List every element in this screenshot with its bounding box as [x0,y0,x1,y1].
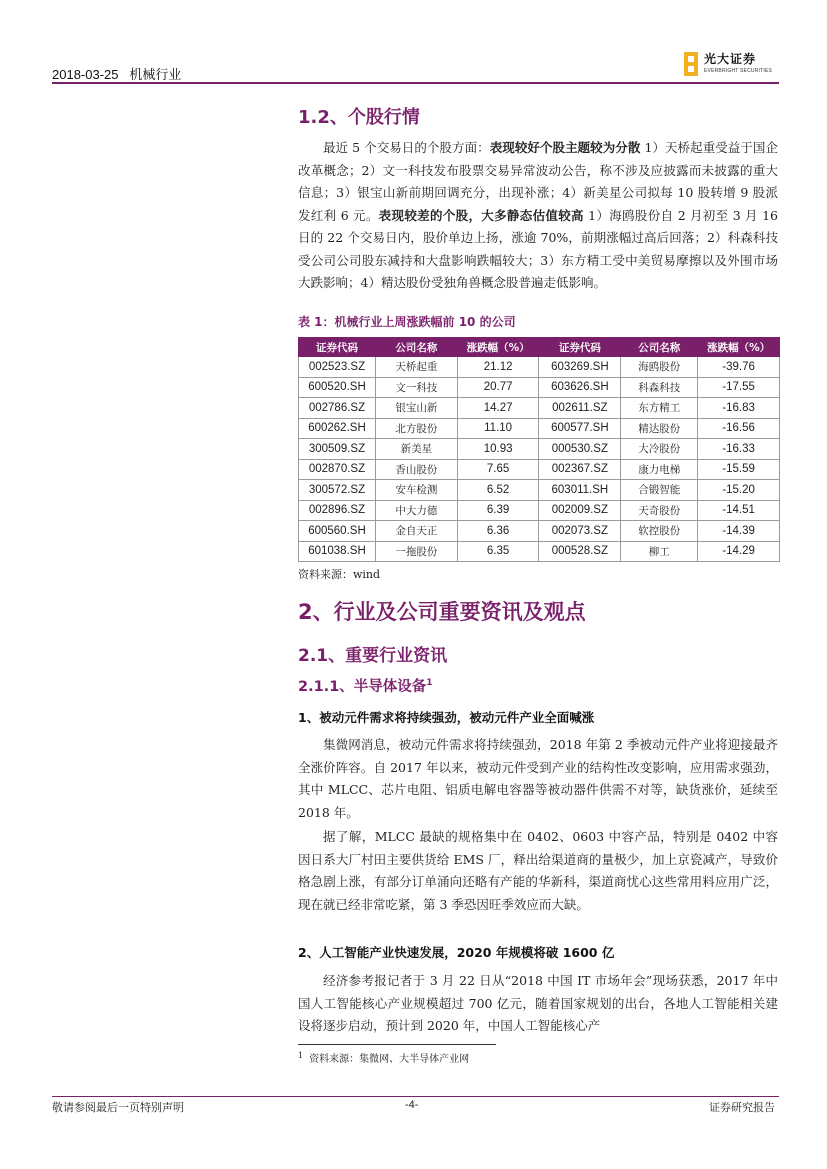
report-date: 2018-03-25 [52,67,119,82]
bold-run: 表现较好个股主题较为分散 [489,140,641,155]
change-pct: 20.77 [457,377,539,398]
section-title-2-1-1 [298,675,433,696]
stock-code: 002367.SZ [539,459,621,480]
table-row [299,377,780,398]
company-name: 柳工 [621,541,698,562]
change-pct: 7.65 [457,459,539,480]
stock-code: 603269.SH [539,357,621,378]
change-pct: -14.29 [698,541,780,562]
change-pct: -39.76 [698,357,780,378]
table-caption: 表 1：机械行业上周涨跌幅前 10 的公司 [298,315,516,329]
change-pct: 14.27 [457,398,539,419]
company-name: 天桥起重 [375,357,457,378]
table-row [299,500,780,521]
section-title-2: 2、行业及公司重要资讯及观点 [298,600,586,624]
stock-code: 600262.SH [299,418,376,439]
everbright-logo-icon [684,52,698,76]
header-cell: 涨跌幅（%） [457,338,539,357]
table-row [299,459,780,480]
change-pct: 21.12 [457,357,539,378]
change-pct: 11.10 [457,418,539,439]
section-title-1-2: 1.2、个股行情 [298,107,420,128]
change-pct: -16.83 [698,398,780,419]
stock-code: 000528.SZ [539,541,621,562]
header-cell: 涨跌幅（%） [698,338,780,357]
company-name: 大冷股份 [621,439,698,460]
change-pct: 6.36 [457,521,539,542]
header-date [52,64,181,83]
stock-code: 002009.SZ [539,500,621,521]
stock-code: 601038.SH [299,541,376,562]
stock-code: 002611.SZ [539,398,621,419]
company-name: 香山股份 [375,459,457,480]
change-pct: 6.52 [457,480,539,501]
news-item-paragraph: 经济参考报记者于 3 月 22 日从“2018 中国 IT 市场年会”现场获悉，2017 年中国人工智能核心产业规模超过 700 亿元，随着国家规划的出台，各地人工智能相关建设将逐步启动，预计到 2020 年，中国人工智能核心产 [298,973,778,1033]
table-row [299,418,780,439]
change-pct: -17.55 [698,377,780,398]
header-cell: 公司名称 [375,338,457,357]
bold-run: 表现较差的个股，大多静态估值较高 [378,207,584,223]
company-name: 康力电梯 [621,459,698,480]
text-run: 1）海鸥股份自 2 月初至 3 月 16 日的 22 个交易日内，股价单边上扬，涨逾 70%，前期涨幅过高后回落；2）科森科技受公司公司股东减持和大盘影响跌幅较大；3）东方精工受中美贸易摩擦以及外围市场大跌影响；4）精达股份受独角兽概念股普遍走低影响。 [298,207,778,290]
company-name: 安车检测 [375,480,457,501]
report-sector: 机械行业 [129,67,182,82]
stock-code: 603626.SH [539,377,621,398]
company-name: 科森科技 [621,377,698,398]
change-pct: -15.20 [698,480,780,501]
company-name: 北方股份 [375,418,457,439]
header-cell: 证券代码 [299,338,376,357]
change-pct: -16.56 [698,418,780,439]
stock-code: 002523.SZ [299,357,376,378]
change-pct: 10.93 [457,439,539,460]
table-row [299,439,780,460]
company-name: 中大力德 [375,500,457,521]
table-row [299,398,780,419]
table-source: 资料来源：wind [298,568,381,581]
header-cell: 公司名称 [621,338,698,357]
footer-report-type: 证券研究报告 [709,1101,775,1114]
stock-code: 002870.SZ [299,459,376,480]
company-name: 一拖股份 [375,541,457,562]
company-name: 精达股份 [621,418,698,439]
section-title-2-1: 2.1、重要行业资讯 [298,646,448,666]
everbright-logo [684,50,780,78]
footnote-ref[interactable]: 1 [426,678,433,689]
stock-code: 300572.SZ [299,480,376,501]
footnote-text: 资料来源：集微网、大半导体产业网 [309,1054,470,1065]
company-name: 软控股份 [621,521,698,542]
news-item-title-2: 2、人工智能产业快速发展，2020 年规模将破 1600 亿 [298,945,615,960]
header-cell: 证券代码 [539,338,621,357]
stock-change-table [298,337,780,562]
paragraph-stock-performance [298,137,778,295]
footer-divider [52,1096,779,1097]
text-run: 1）天桥起重受益于国企改革概念；2）文一科技发布股票交易异常波动公告，称不涉及应披露而未披露的重大信息；3）银宝山新前期回调充分，出现补涨；4）新美星公司拟每 10 股转增 9 股派发红利 6 元。 [298,140,778,223]
footnote [298,1050,469,1065]
stock-code: 600577.SH [539,418,621,439]
table-row [299,521,780,542]
company-name: 新美星 [375,439,457,460]
table-row [299,541,780,562]
stock-code: 002073.SZ [539,521,621,542]
news-item-paragraph: 据了解，MLCC 最缺的规格集中在 0402、0603 中容产品，特别是 0402 中容因日系大厂村田主要供货给 EMS 厂，释出给渠道商的量极少，加上京瓷减产，导致价格急剧上涨，有部分订单涌向还略有产能的华新科，渠道商忧心这些常用料应用广泛，现在就已经非常吃紧，第 3 季恐因旺季效应而大缺。 [298,829,778,912]
company-name: 合锻智能 [621,480,698,501]
logo-text-cn: 光大证券 [704,52,757,66]
footnote-divider [298,1044,496,1045]
header-divider [52,82,779,84]
stock-code: 300509.SZ [299,439,376,460]
stock-code: 002896.SZ [299,500,376,521]
stock-code: 600520.SH [299,377,376,398]
change-pct: 6.35 [457,541,539,562]
stock-code: 002786.SZ [299,398,376,419]
company-name: 东方精工 [621,398,698,419]
table-row [299,357,780,378]
stock-code: 000530.SZ [539,439,621,460]
table-header-row [299,338,780,357]
stock-code: 600560.SH [299,521,376,542]
table-row [299,480,780,501]
text-run: 最近 5 个交易日的个股方面： [323,140,490,155]
change-pct: 6.39 [457,500,539,521]
change-pct: -14.39 [698,521,780,542]
change-pct: -15.59 [698,459,780,480]
company-name: 天奇股份 [621,500,698,521]
change-pct: -14.51 [698,500,780,521]
company-name: 海鸥股份 [621,357,698,378]
company-name: 金自天正 [375,521,457,542]
footnote-mark: 1 [298,1050,304,1060]
page-number: -4- [405,1099,419,1111]
news-item-paragraph: 集微网消息，被动元件需求将持续强劲，2018 年第 2 季被动元件产业将迎接最齐全涨价阵容。自 2017 年以来，被动元件受到产业的结构性改变影响，应用需求强劲，其中 MLCC、芯片电阻、铝质电解电容器等被动器件供需不对等，缺货涨价，延续至 2018 年。 [298,737,778,820]
logo-text-en: EVERBRIGHT SECURITIES [704,68,773,74]
subsection-title-text: 2.1.1、半导体设备 [298,679,427,695]
change-pct: -16.33 [698,439,780,460]
company-name: 文一科技 [375,377,457,398]
stock-code: 603011.SH [539,480,621,501]
company-name: 银宝山新 [375,398,457,419]
footer-disclaimer: 敬请参阅最后一页特别声明 [52,1101,184,1114]
news-item-title-1: 1、被动元件需求将持续强劲，被动元件产业全面喊涨 [298,710,595,725]
